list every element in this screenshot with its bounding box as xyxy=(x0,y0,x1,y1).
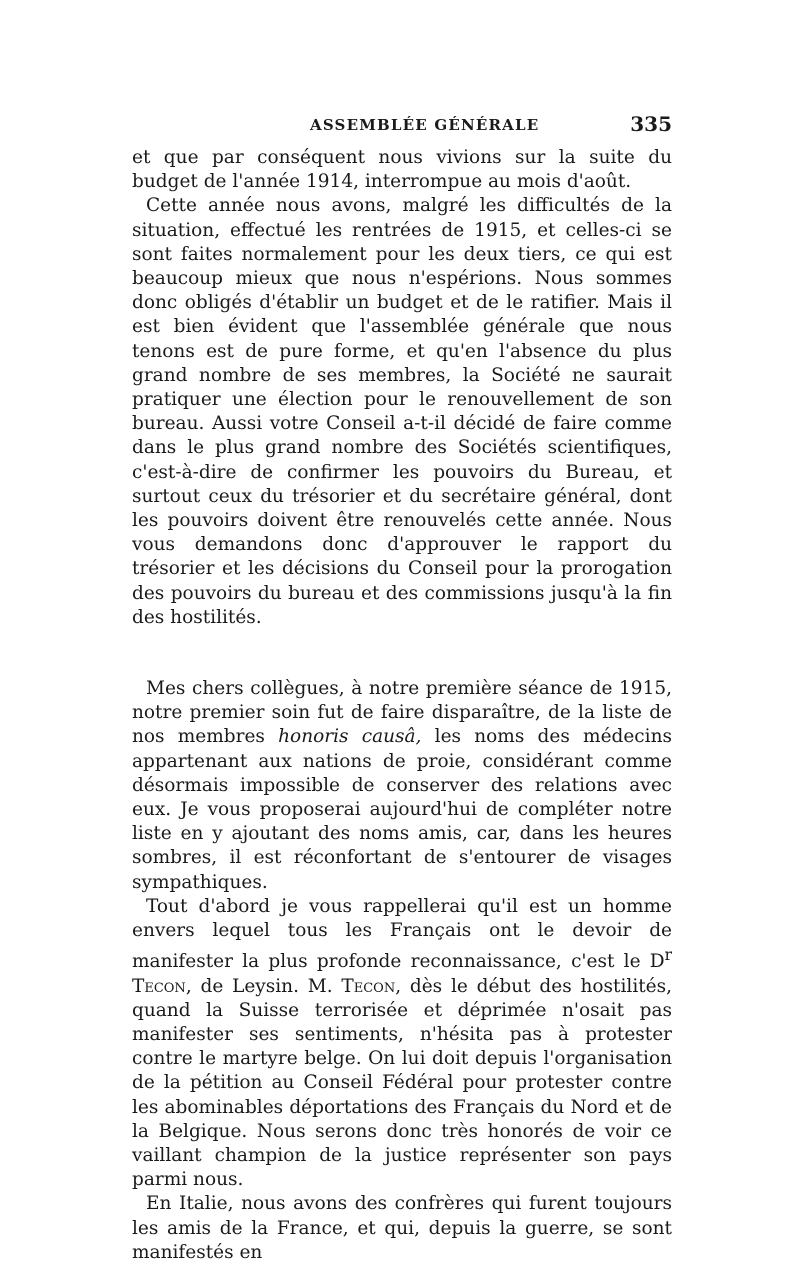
running-head xyxy=(132,112,672,142)
paragraph-4-text-a: Tout d'abord je vous rappellerai qu'il est un homme envers lequel tous les Français ont le devoir de manifester la plus profonde reconnaissance, c'est le D xyxy=(132,895,672,973)
paragraph-5: En Italie, nous avons des confrères qui furent toujours les amis de la France, et qui, depuis la guerre, se sont manifestés en xyxy=(132,1193,672,1263)
paragraph-4-text-c: , dès le début des hostilités, quand la Suisse terrorisée et déprimée n'osait pas manifester ses sentiments, n'hésita pas à protester contre le martyre belge. On lui doit depuis l'organisation de la pétition au Conseil Fédéral pour protester contre les abominables déportations des Français du Nord et de la Belgique. Nous serons donc très honorés de voir ce vaillant champion de la justice représenter son pays parmi nous. xyxy=(132,975,672,1191)
paragraph-3 xyxy=(132,677,672,895)
body-text xyxy=(132,146,672,1265)
paragraph-3-text-a: Mes chers collègues, à notre première séance de 1915, notre premier soin fut de faire disparaître, de la liste de nos membres xyxy=(132,678,672,748)
paragraph-4 xyxy=(132,895,672,1193)
paragraph-4-text-b: , de Leysin. M. xyxy=(185,975,333,997)
paragraph-3-text-b: les noms des médecins appartenant aux nations de proie, considérant comme désormais impossible de conserver des relations avec eux. Je vous proposerai aujourd'hui de compléter notre liste en y ajoutant des noms amis, car, dans les heures sombres, il est réconfortant de s'entourer de visages sympathiques. xyxy=(132,726,672,893)
page-number: 335 xyxy=(630,112,672,136)
person-name: Tecon xyxy=(132,975,186,997)
doctor-abbrev-sup: r xyxy=(664,946,672,965)
paragraph-1: et que par conséquent nous vivions sur la suite du budget de l'année 1914, interrompue au mois d'août. xyxy=(132,147,672,193)
latin-phrase: honoris causâ, xyxy=(278,726,422,748)
running-title: ASSEMBLÉE GÉNÉRALE xyxy=(310,116,540,134)
section-gap xyxy=(132,630,672,677)
paragraph-2: Cette année nous avons, malgré les difficultés de la situation, effectué les rentrées de 1915, et celles-ci se sont faites normalement pour les deux tiers, ce qui est beaucoup mieux que nous n'espérions. Nous sommes donc obligés d'établir un budget et de le ratifier. Mais il est bien évident que l'assemblée générale que nous tenons est de pure forme, et qu'en l'absence du plus grand nombre de ses membres, la Société ne saurait pratiquer une élection pour le renouvellement de son bureau. Aussi votre Conseil a-t-il décidé de faire comme dans le plus grand nombre des Sociétés scientifiques, c'est-à-dire de confirmer les pouvoirs du Bureau, et surtout ceux du trésorier et du secrétaire général, dont les pouvoirs doivent être renouvelés cette année. Nous vous demandons donc d'approuver le rapport du trésorier et les décisions du Conseil pour la prorogation des pouvoirs du bureau et des commissions jusqu'à la fin des hostilités. xyxy=(132,195,672,628)
person-name: Tecon xyxy=(341,975,396,997)
